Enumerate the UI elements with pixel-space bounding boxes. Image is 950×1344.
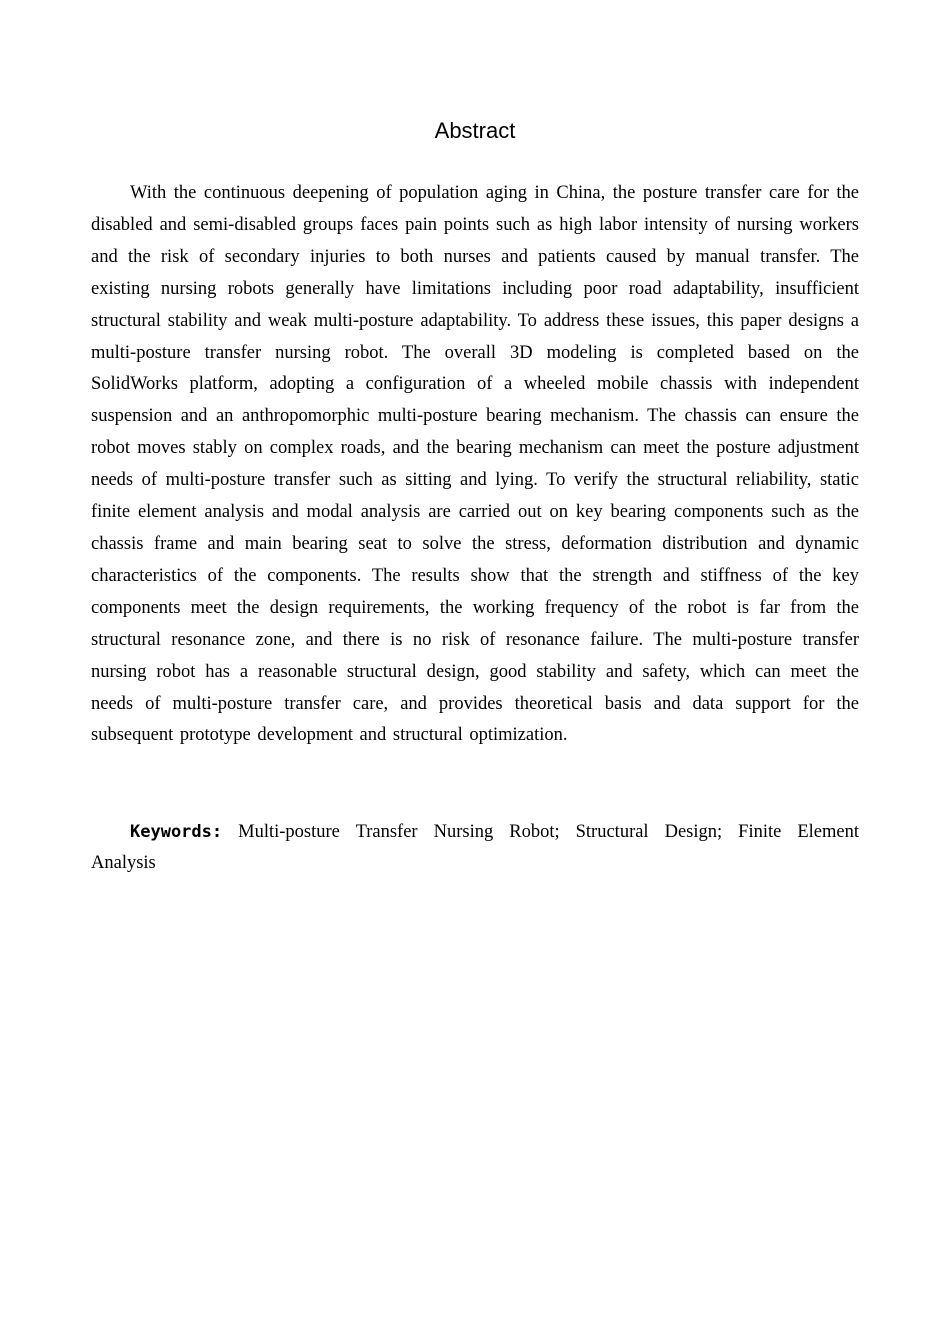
keywords-paragraph (91, 817, 859, 879)
keywords-label: Keywords: (130, 822, 223, 842)
abstract-title: Abstract (434, 118, 516, 143)
keywords-text: Multi-posture Transfer Nursing Robot; Structural Design; Finite Element Analysis (91, 822, 859, 873)
abstract-body: With the continuous deepening of population aging in China, the posture transfer care for the disabled and semi-disabled groups faces pain points such as high labor intensity of nursing workers and the risk of secondary injuries to both nurses and patients caused by manual transfer. The existing nursing robots generally have limitations including poor road adaptability, insufficient structural stability and weak multi-posture adaptability. To address these issues, this paper designs a multi-posture transfer nursing robot. The overall 3D modeling is completed based on the SolidWorks platform, adopting a configuration of a wheeled mobile chassis with independent suspension and an anthropomorphic multi-posture bearing mechanism. The chassis can ensure the robot moves stably on complex roads, and the bearing mechanism can meet the posture adjustment needs of multi-posture transfer such as sitting and lying. To verify the structural reliability, static finite element analysis and modal analysis are carried out on key bearing components such as the chassis frame and main bearing seat to solve the stress, deformation distribution and dynamic characteristics of the components. The results show that the strength and stiffness of the key components meet the design requirements, the working frequency of the robot is far from the structural resonance zone, and there is no risk of resonance failure. The multi-posture transfer nursing robot has a reasonable structural design, good stability and safety, which can meet the needs of multi-posture transfer care, and provides theoretical basis and data support for the subsequent prototype development and structural optimization. (91, 183, 859, 746)
